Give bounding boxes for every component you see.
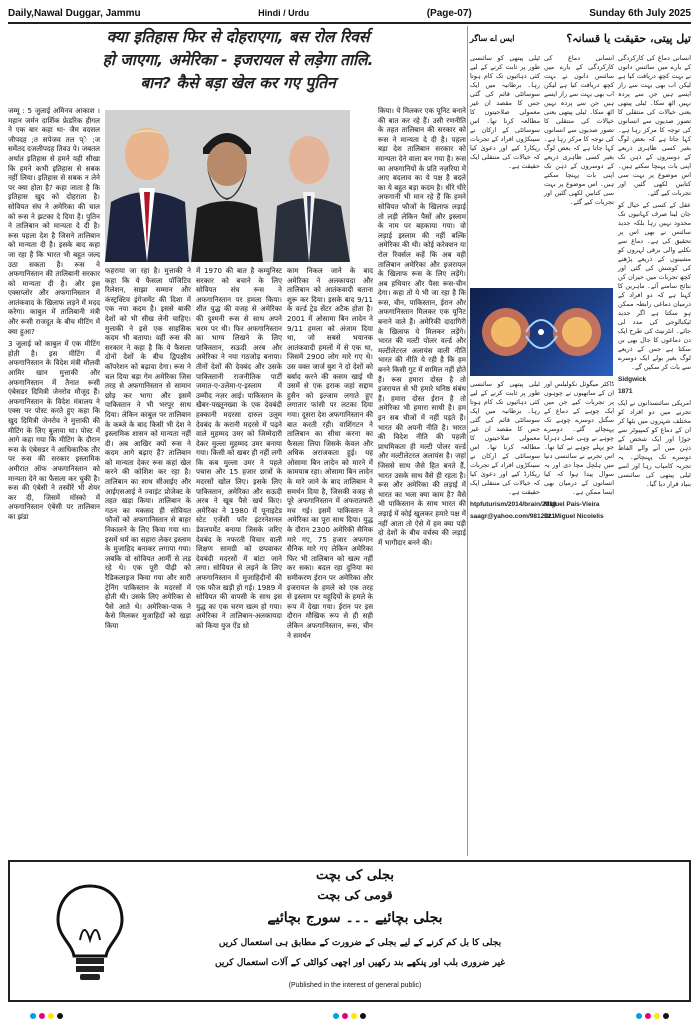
ad-line: بجلی کی بچت bbox=[316, 868, 394, 883]
yellow-dot bbox=[654, 1013, 660, 1019]
yellow-dot bbox=[351, 1013, 357, 1019]
paragraph: जम्मू : 5 जुलाई अमिनव आकाश । महान जर्मन दार्शिक फ्रेडरिक हीगल ने एक बार कहा था- जैम वदसल जीपदह ;त सपेजव तल प्े ;ज समेंतद दजलीपदह तिवउ पे। जबतल अर्थात इतिहास से हमने यही सीखा कि हमने कभी इतिहास से सबक नहीं लिया। इतिहास से सबक न लेने पर क्या होता है? कहा जाता है कि इतिहास खुद को दोहराता है। सोवियत संघ ने अमेरिका की चाल को रूस ने झटका दे दिया है। पुतिन ने तालिबान को मान्यता दे दी है। रूस पहला देश है जिसने तालिबान को मान्यता दी है। इसके बाद कहा जा रहा है कि भारत भी बहुत जल्द उठा सकता है। रूस ने अफगानिस्तान की तालिबानी सरकार को मान्यता दी है। और इस एक्सप्लोर और अफगानिस्तान में आतंकवाद के खिलाफ लड़ने में मदद करेगा। काबुल में तालिबानी मंत्री और रूसी राजदूत के बीच मीटिंग में क्या हुआ? bbox=[8, 106, 100, 336]
page-number: (Page-07) bbox=[426, 7, 472, 19]
leaders-photo-illustration bbox=[105, 110, 350, 262]
paragraph: में 1970 की बात है कम्युनिस्ट सरकार को बचाने के लिए सोवियत संघ रूस ने अफगानिस्तान पर हमला किया। शीत युद्ध की वजह से अमेरिका की दुश्मनी रूस से साथ अपने चरम पर थी। फिर अफगानिस्तान का भाग्य लिखने के लिए पाकिस्तान, सऊदी अरब और अमेरिका ने नया गठजोड़ बनाया। तीनों देशों की देवबंद और उसके पाकिस्तानी राजनीतिक पार्टी जमात-ए-उलेमा-ए-इस्लाम में उम्मीद नज़र आई। पाकिस्तान के खैबर-पख्तूनख्वा के एक देवबंदी हक्कानी मदरसा दारुल उलूम देवबंद के करानी मदरसे में पढ़ने वाले मुहम्मद उमर को जिम्मेदारी देकर मुल्ला मुहम्मद उमर बनाया गया। किसी को खबर ही नहीं लगी कि कब मुल्ला उमर ने पहले पचास और 15 हजार छात्रों के मदरसों खोल लिए। इसके लिए पाकिस्तान, अमेरिका और सऊदी अरब ने खूब पैसे खर्च किए। अमेरिका ने 1980 में यूनाइटेड स्टेट एजेंसी फॉर इंटरनेशनल डेवलपमेंट बनाया जिसके जरिए देवबंद के नफरती विचार वाली शिक्षण सामग्री को छपवाकर देवबंदी मदरसों में बांटा जाने लगा। सोवियत से लड़ने के लिए अफगानिस्तान में मुजाहिदीनों की एक फौज खड़ी हो गई। 1989 में सोवियत की वापसी के साथ इस युद्ध का एक चरण खत्म हो गया। अमेरिका ने तालिबान-अलकायदा को किया युज ऐंड थ्रो bbox=[196, 266, 282, 630]
ad-line: قومی کی بچت bbox=[317, 888, 393, 902]
paragraph: عقل کے کسی کے خیال کو جان لینا صرف کہانیوں تک محدود نہیں رہا بلکہ جدید سائنس نے بھی اس پر تحقیق کی ہے۔ دماغ سے نکلنے والی برقی لہروں کو مشینوں کے ذریعے پڑھنے کی کوشش کی گئی اور کچھ تجربات میں حیران کن نتائج سامنے آئے۔ ماہرین کا کہنا ہے کہ دو افراد کے درمیان دماغی رابطہ ممکن ہو سکتا ہے اگر جدید ٹیکنالوجی کی مدد لی جائے۔ انٹرنیٹ کی طرح ایک دن دماغوں کا جال بھی بن سکتا ہے جس کے ذریعے لوگ بغیر بولے ایک دوسرے سے بات کر سکیں گے۔ bbox=[618, 201, 691, 371]
urdu-column-middle-bottom bbox=[544, 380, 614, 854]
headline-line: हो जाएगा, अमेरिका - इजरायल से लड़ेगा तालि. bbox=[102, 51, 374, 69]
public-service-ad bbox=[8, 860, 691, 1002]
leaders-photo bbox=[105, 110, 350, 262]
hindi-column-5 bbox=[378, 106, 466, 856]
hindi-column-1 bbox=[8, 106, 100, 856]
urdu-article bbox=[470, 26, 691, 856]
cyan-dot bbox=[333, 1013, 339, 1019]
hindi-article bbox=[8, 26, 468, 856]
name-reference: Sidgwick bbox=[618, 376, 647, 383]
paragraph: ڈاکٹر میگوئل نکولیلس اور ان کے ساتھیوں نے چوہوں پر تجربات کیے جن میں ایک چوہے کے دماغ کے سگنل دوسرے چوہے تک پہنچائے گئے۔ دوسرے چوہے نے وہی عمل دہرایا جو پہلے چوہے نے کیا تھا۔ اس تجربے نے سائنسی دنیا میں ہلچل مچا دی اور یہ سوال پیدا ہوا کہ کیا انسانوں کے درمیان بھی ایسا ممکن ہے۔ bbox=[544, 380, 614, 496]
headline-line: क्या इतिहास फिर से दोहराएगा, बस रोल रिवर्स bbox=[106, 28, 370, 46]
black-dot bbox=[360, 1013, 366, 1019]
paragraph: फहराया जा रहा है। मुत्ताकी ने कहा कि ये फैसला पॉजिटिव रिलेशन, साझा सम्मान और कंस्ट्रक्टिव इंगेजमेंट की दिशा में एक नया कदम है। इससे बाकी देशों को भी सीख लेनी चाहिए। मुत्ताकी ने इसे एक साहसिक कदम भी बताया। वहीं रूस की सरकार ने कहा है कि ये फैसला दोनों देशों के बीच द्विपक्षीय कॉपरेशन को बढ़ावा देगा। रूस ने चल दिया बड़ा गेम अमेरिका जिस तरह से अफगानिस्तान से सामान छोड़ कर भागा और इसमें पाकिस्तान ने भी भरपूर साथ दिया। लेकिन काबुल पर तालिबान के कब्जे के बाद किसी भी देश ने इस्लामिक शासन को मान्यता नहीं दी। अब आखिर क्यों रूस ने कदम आगे बढ़ाए हैं? तालिबान को मान्यता देकर रूस कहां खेल करने की कोशिश कर रहा है। तालिबान का साथ सीआईए और आईएसआई ने ज्वाइंट प्रोजेक्ट के तहत खड़ा किया। तालिबान के गठन का मकसद ही सोवियत फौजों को अफगानिस्तान से बाहर निकालने के लिए किया गया था। इसमें धर्म का सहारा लेकर इस्लाम के मुजाहिद बनाकर लगाया गया। जबकि वो सोवियत आर्मी से लड़ रहे थे। एक पूरी पीढ़ी को रैडिकलाइज किया गया और सारी ट्रेनिंग पाकिस्तान के मदरसों में होती थी। उसके लिए अमेरिका से पैसे आते थे। अमेरिका-पाक ने कैसे मिलकर मुजाहिदों को खड़ा किया bbox=[105, 266, 191, 630]
researcher-name: Dr. Miguel Nicolelis bbox=[544, 513, 604, 520]
black-dot bbox=[663, 1013, 669, 1019]
ad-line: بجلی کا بل کم کرنے کے لیے بجلی کے ضرورت کے مطابق ہی استعمال کریں bbox=[218, 938, 502, 948]
paragraph: 3 जुलाई को काबुल में एक मीटिंग होती है। इस मीटिंग में अफगानिस्तान के विदेश मंत्री मौलवी आमिर खान मुत्ताकी और अफगानिस्तान में तैनात रूसी एंबेसडर दिमित्री जेनरोव मौजूद हैं। अफगानिस्तान के विदेश मंत्रालय ने एक्स पर पोस्ट करते हुए कहा कि खुद दिमित्री जेनरोव ने मुत्ताकी की मीटिंग के लिए बुलाया था। पोस्ट में आगे कहा गया कि मीटिंग के दौरान रूस के एंबेसडर ने आधिकारिक तौर पर रूस की सरकार इस्लामिक अमीरात ऑफ अफगानिस्तान को मान्यता देने का फैसला कर चुकी है। रूस की एंबेसी ने तस्वीरें भी शेयर कर दी, जिसमें मॉस्को में अफगानिस्तान एंबेसी पर तालिबान का झंडा bbox=[8, 339, 100, 521]
author-email: saagr@yahoo.com/9812121 bbox=[470, 513, 556, 520]
urdu-author: ایس اے ساگر bbox=[470, 33, 515, 43]
cyan-dot bbox=[636, 1013, 642, 1019]
registration-dots bbox=[30, 1013, 63, 1019]
registration-dots bbox=[636, 1013, 669, 1019]
urdu-title: تیل پیتی، حقیقت یا قسانہ؟ bbox=[566, 31, 691, 45]
brain-icon bbox=[470, 288, 613, 376]
source-link: htpfuturism/2014/brain/2018 bbox=[470, 501, 557, 508]
hindi-headline bbox=[8, 26, 468, 106]
paragraph: ٹیلی پیتھی کو سائنسی طور پر ثابت کرنے کے لیے کئی دہائیوں تک کام ہوتا رہا۔ برطانیہ میں ایک سوسائٹی قائم کی گئی جس کا مقصد ان غیر معمولی صلاحیتوں کا مطالعہ کرنا تھا۔ اس سوسائٹی کے ارکان نے سینکڑوں افراد کے تجربات ریکارڈ کیے اور دعویٰ کیا کہ خیالات کی منتقلی ایک حقیقت ہے۔ bbox=[470, 54, 540, 170]
issue-date: Sunday 6th July 2025 bbox=[589, 7, 691, 19]
paragraph: ٹیلی پیتھی کو سائنسی طور پر ثابت کرنے کے لیے کئی دہائیوں تک کام ہوتا رہا۔ برطانیہ میں ایک سوسائٹی قائم کی گئی جس کا مقصد ان غیر معمولی صلاحیتوں کا مطالعہ کرنا تھا۔ اس سوسائٹی کے ارکان نے سینکڑوں افراد کے تجربات ریکارڈ کیے اور دعویٰ کیا کہ خیالات کی منتقلی ایک حقیقت ہے۔ bbox=[470, 380, 540, 496]
urdu-column-left-bottom bbox=[470, 380, 557, 854]
paragraph: किया। ये मिलकर एक यूनिट बनाने की बात कर रहे हैं। उसी रणनीति के तहत तालिबान की सरकार को रूस ने मान्यता दे दी है। पहला बड़ा देश तालिबान सरकार को मान्यता देने वाला बन गया है। रूस का अफगानियों के प्रति नज़रिया में आए बदलाव का ये पक्ष है बदले का ये बहुत बड़ा कदम है। धीरे धीरे अफगानी भी मान रहे हैं कि हमने सोवियत फौजों के खिलाफ लड़ाई तो लड़ी लेकिन पैसों और इस्लाम के नाम पर बहकाया गया। वो लड़ाई इस्लाम की नहीं बल्कि अमेरिका की थी। कोई करेक्शन या रोल रिवर्सल कहें कि अब वही तालिबान अमेरिका और इजरायल के खिलाफ रूस के लिए लड़ेंगे। अब हथियार और पैसा रूस-चीन देगा। कहा तो ये भी जा रहा है कि रूस, चीन, पाकिस्तान, ईरान और अफगानिस्तान मिलकर एक यूनिट बनाने वाले हैं। अमेरिकी दादागिरी के खिलाफ ये मिलकर लड़ेंगे। भारत की मल्टी पोलर वर्ल्ड और मल्टीलेटरल अलायंस वाली नीति भारत की नीति ये रही है कि हम बनने किसी गुट में शामिल नहीं होते हैं। रूस हमारा दोस्त है तो इजरायल से भी हमारे घनिष्ठ संबंध हैं। हमारा दोस्त ईरान है तो अमेरिका भी हमारा साथी है। हम इन सब चीजों में नहीं पड़ते हैं। भारत की अपनी नीति है। भारत की विदेश नीति की पहली प्राथमिकता ही मल्टी पोलर वर्ल्ड और मल्टीलेटरल अलायंस है। जहां जिससे साथ जैसे हित बनते हैं, भारत उसके साथ वैसे ही रहता है। रूस और अमेरिका की लड़ाई में भारत का भला क्या काम है? वैसे भी पाकिस्तान के साथ भारत की लड़ाई में कोई खुलकर हमारे पक्ष में नहीं आता तो ऐसे में हम क्या पड़ी दो देशों के बीच वर्चस्व की लड़ाई में भागीदार बनने की। bbox=[378, 106, 466, 547]
brain-illustration bbox=[470, 288, 613, 376]
yellow-dot bbox=[48, 1013, 54, 1019]
urdu-column-right bbox=[618, 54, 691, 854]
ad-line: غیر ضروری بلب اور پنکھے بند رکھیں اور اچھی کوالٹی کے آلات استعمال کریں bbox=[214, 958, 506, 968]
paragraph: امریکی سائنسدانوں نے ایک تجربے میں دو افراد کو مختلف شہروں میں بٹھا کر ان کے دماغ کو کمپیوٹر سے جوڑا اور ایک شخص کے ذہن میں آنے والے الفاظ دوسرے تک پہنچائے۔ یہ تجربہ کامیاب رہا اور اسے ٹیلی پیتھی کی سائنسی بنیاد قرار دیا گیا۔ bbox=[618, 399, 691, 488]
masthead bbox=[8, 4, 691, 24]
ad-footer: (Published in the interest of general public) bbox=[288, 982, 422, 989]
paragraph: काम निकल जाने के बाद अमेरिका ने अलकायदा और तालिबान को आतंकवादी बताना शुरू कर दिया। इसके बाद 9/11 के वर्ल्ड ट्रेड सेंटर अटैक होता है। 2001 में ओसामा बिन लादेन ने 9/11 हमला को अंजाम दिया था, जो सबसे भयानक आतंकवादी हमलों में से एक था, जिसमें 2900 लोग मारे गए थे। उस वक्त जार्ज बुश ने दो देशों को बर्बाद करने की कसम खाई थी उसमें से एक इराक जहां सद्दाम हुसैन को इल्जाम लगाते हुए लगातार फांसी पर लटका दिया गया। दूसरा देश अफगानिस्तान की बात करती रही। वाशिंगटन ने तालिबान का सीधा करना का फैसला लिया जिसके केवल और अधिक अराजकता हुई। यह ओसामा बिन लादेन को मारने में कामयाब रहा। ओसामा बिन लादेन के मारे जाने के बाद तालिबान ने समर्थन दिया है, जिसकी वजह से पूरे अफगानिस्तान में अफरातफरी मच गई। इसमें पाकिस्तान ने अमेरिका का पूरा साथ दिया। युद्ध के दौरान 2300 अमेरिकी सैनिक मारे गए, 75 हजार अफगान सैनिक मारे गए लेकिन अमेरिका फिर भी तालिबान को खत्म नहीं कर सका। बदल रहा दुनिया का समीकरण ईरान पर अमेरिका और इजरायल के हमले को एक तरह से इस्लाम पर यहूदियों के हमले के रूप में देखा गया। ईरान पर इस दौरान मौखिक रूप से ही सही लेकिन अफगानिस्तान, रूस, चीन ने समर्थन bbox=[287, 266, 373, 640]
urdu-column-left-top bbox=[470, 54, 540, 286]
hindi-column-3 bbox=[196, 266, 282, 856]
light-bulb-icon bbox=[50, 880, 130, 984]
hindi-column-2 bbox=[105, 266, 191, 856]
black-dot bbox=[57, 1013, 63, 1019]
magenta-dot bbox=[342, 1013, 348, 1019]
print-registration-bar bbox=[0, 1008, 699, 1024]
registration-dots bbox=[333, 1013, 366, 1019]
newspaper-name: Daily,Nawal Duggar, Jammu bbox=[8, 7, 141, 19]
year-reference: 1871 bbox=[618, 388, 633, 395]
hindi-column-4 bbox=[287, 266, 373, 856]
headline-line: बान? कैसे बड़ा खेल कर गए पुतिन bbox=[140, 74, 336, 92]
researcher-name: Miguel Pais-Vieira bbox=[544, 501, 600, 508]
ad-line: بجلی بچائیے ۔۔۔ سورج بچائیے bbox=[267, 910, 443, 926]
paragraph: انسانی دماغ کی کارکردگی کے بارے میں سائنس دانوں نے بہت کچھ دریافت کیا ہے لیکن اب بھی بہت سے راز ایسے ہیں جن سے پردہ نہیں اٹھ سکا۔ ٹیلی پیتھی یعنی خیالات کی منتقلی کا تصور صدیوں سے انسانوں کی توجہ کا مرکز رہا ہے۔ کہا جاتا ہے کہ بعض لوگ بغیر کسی ظاہری ذریعے کے دوسروں کے ذہن تک اپنی بات پہنچا سکتے ہیں۔ اس موضوع پر بہت سی کتابیں لکھی گئیں اور تجربات کیے گئے۔ bbox=[618, 54, 691, 197]
language-label: Hindi / Urdu bbox=[258, 8, 310, 18]
column-divider bbox=[467, 26, 468, 856]
cyan-dot bbox=[30, 1013, 36, 1019]
urdu-column-middle-top bbox=[544, 54, 614, 286]
urdu-headline bbox=[470, 26, 691, 50]
magenta-dot bbox=[645, 1013, 651, 1019]
paragraph: انسانی دماغ کی کارکردگی کے بارے میں سائنس دانوں نے بہت کچھ دریافت کیا ہے لیکن اب بھی بہت سے راز ایسے ہیں جن سے پردہ نہیں اٹھ سکا۔ ٹیلی پیتھی یعنی خیالات کی منتقلی کا تصور صدیوں سے انسانوں کی توجہ کا مرکز رہا ہے۔ کہا جاتا ہے کہ بعض لوگ بغیر کسی ظاہری ذریعے کے دوسروں کے ذہن تک اپنی بات پہنچا سکتے ہیں۔ اس موضوع پر بہت سی کتابیں لکھی گئیں اور تجربات کیے گئے۔ bbox=[544, 54, 614, 206]
magenta-dot bbox=[39, 1013, 45, 1019]
